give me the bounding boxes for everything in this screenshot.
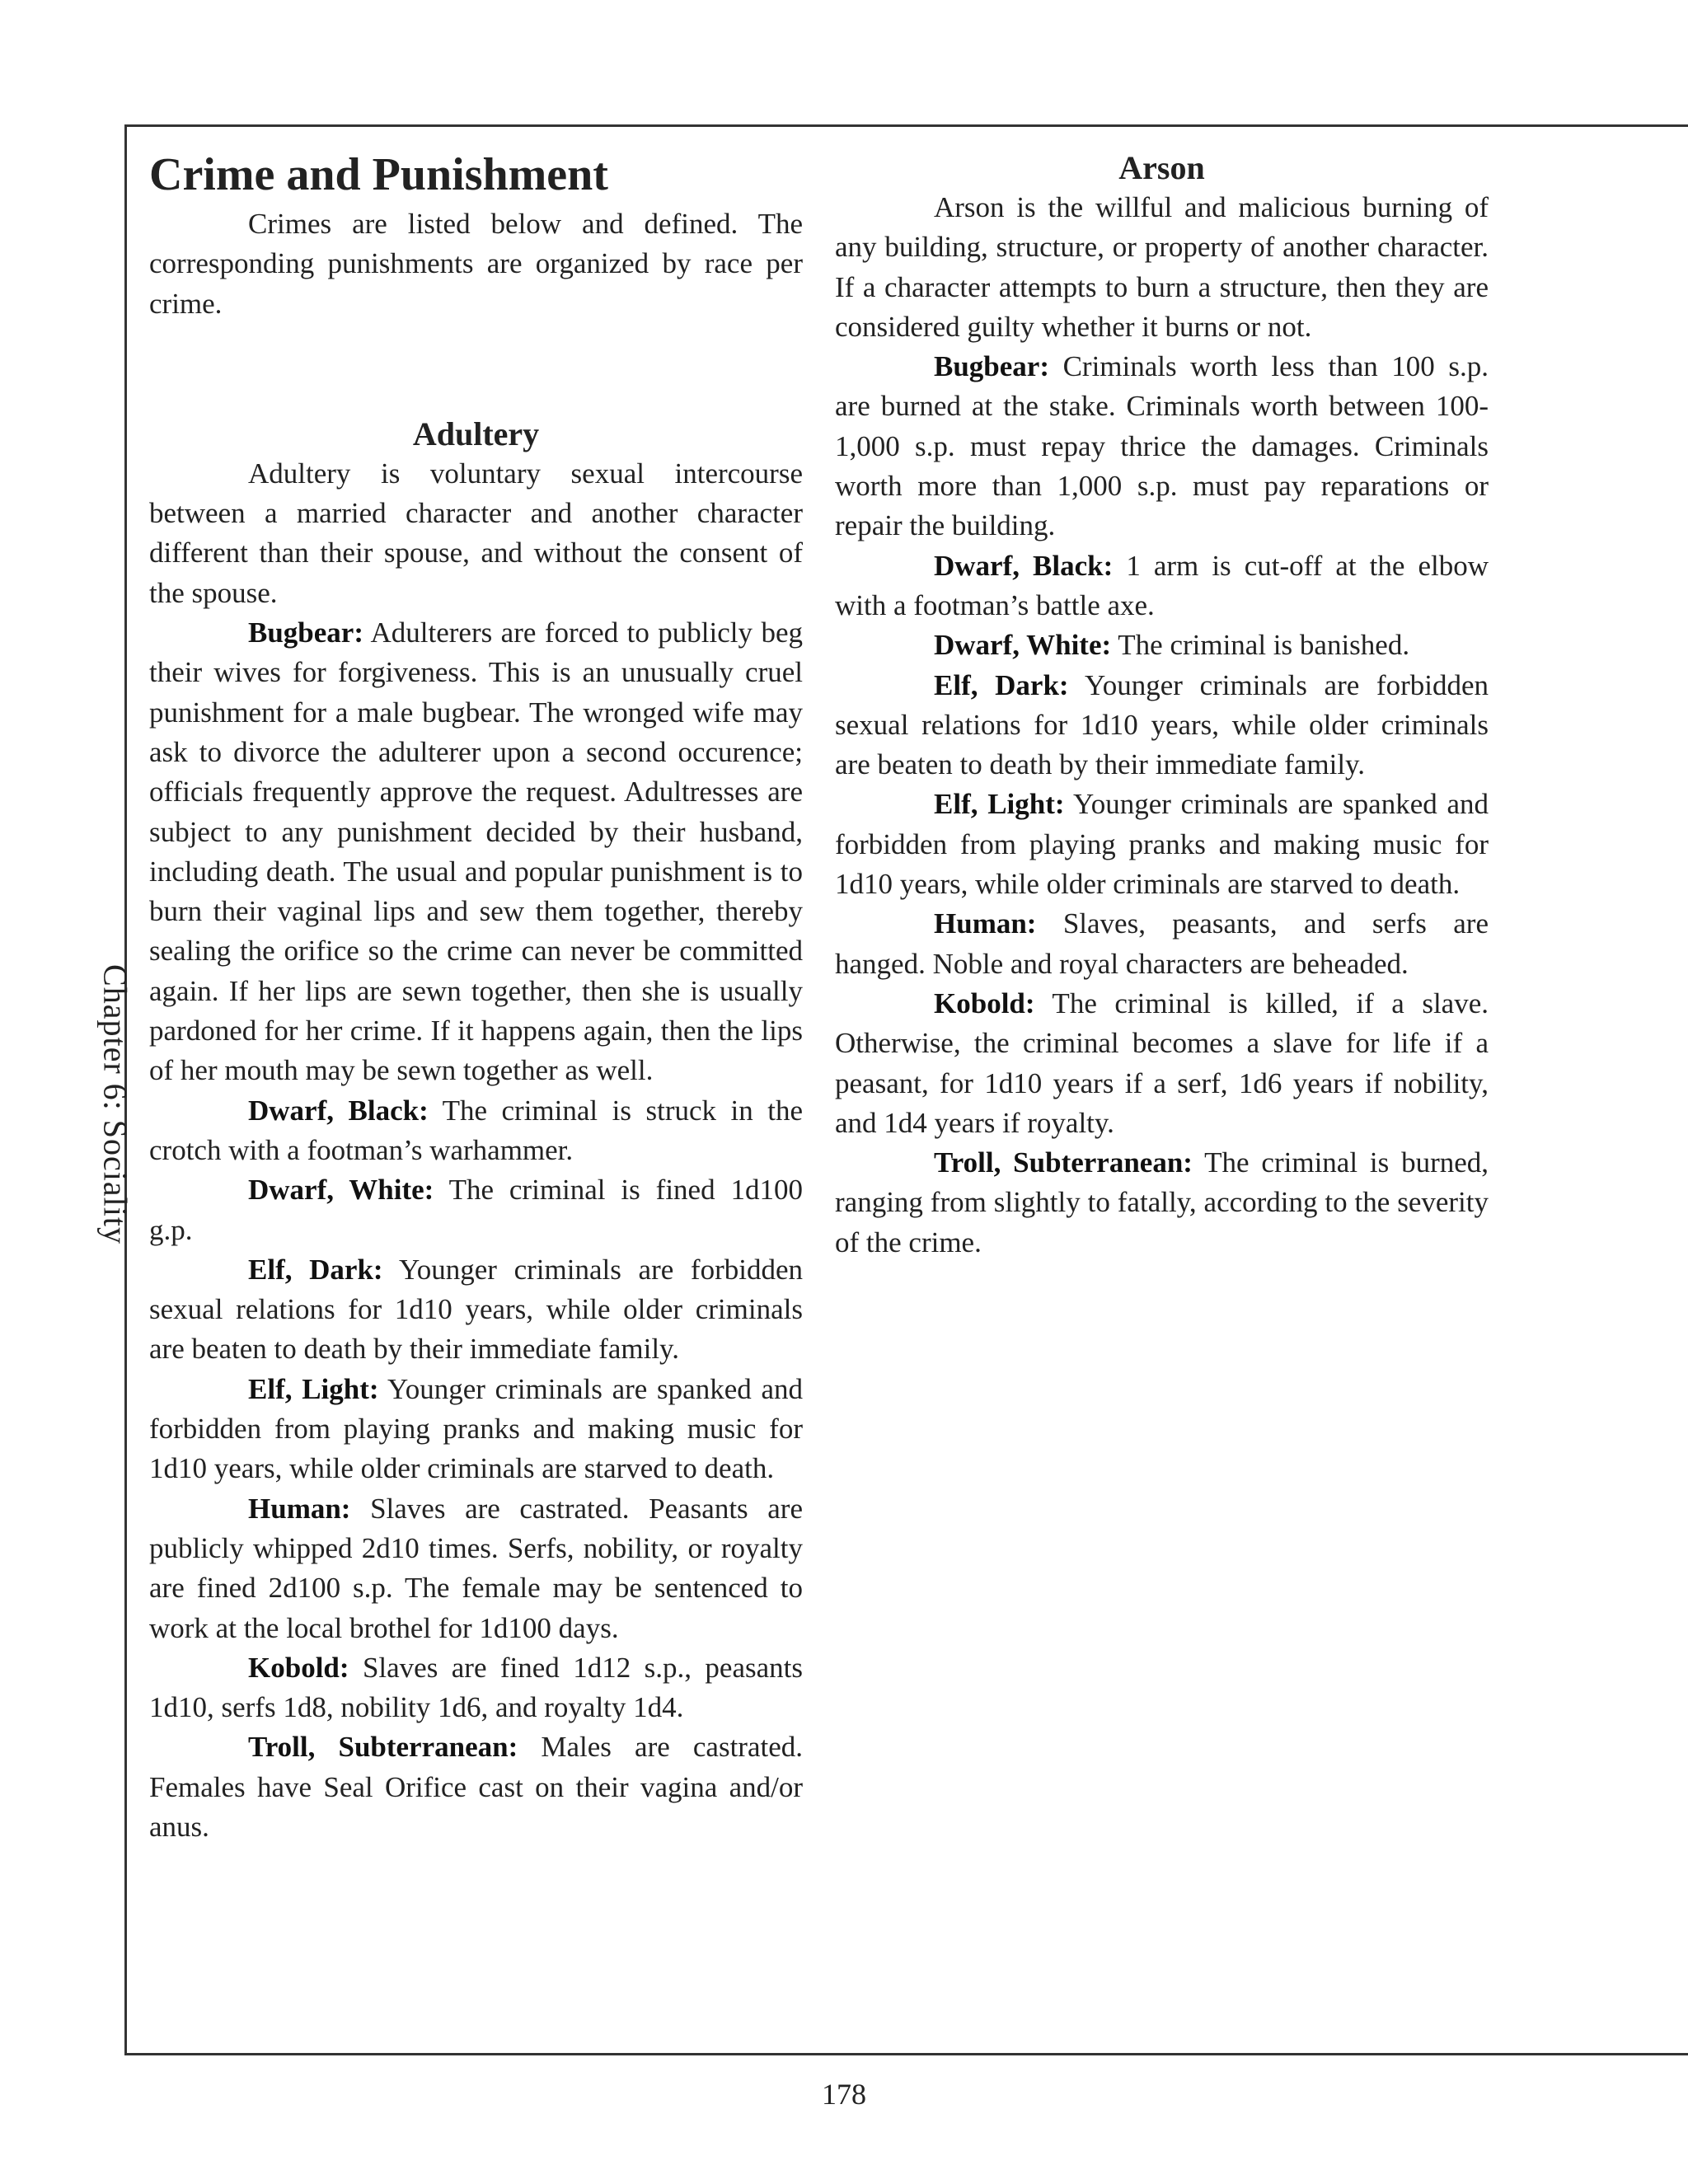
entry-text: Younger criminals are spanked and forbidden from playing pranks and making music for 1d10 years, while older criminals are starved to death. [835, 788, 1489, 901]
entry-text: Slaves, peasants, and serfs are hanged. Noble and royal characters are beheaded. [835, 907, 1489, 980]
entry-text: Younger criminals are forbidden sexual relations for 1d10 years, while older criminals are beaten to death by their immediate family. [835, 668, 1489, 781]
race-label: Elf, Light: [934, 788, 1065, 821]
adultery-entry [149, 1489, 803, 1648]
left-column [149, 148, 803, 1847]
arson-entry [835, 626, 1489, 665]
race-label: Human: [934, 907, 1037, 940]
arson-entry [835, 546, 1489, 626]
race-label: Dwarf, Black: [248, 1094, 429, 1127]
arson-entry [835, 347, 1489, 546]
race-label: Dwarf, Black: [934, 549, 1114, 582]
adultery-entry [149, 613, 803, 1091]
entry-text: Males are castrated. Females have Seal Orifice cast on their vagina and/or anus. [149, 1731, 803, 1843]
race-label: Bugbear: [248, 616, 363, 649]
adultery-entry [149, 1091, 803, 1171]
entry-text: Younger criminals are spanked and forbidden from playing pranks and making music for 1d10 years, while older criminals are starved to death. [149, 1372, 803, 1485]
arson-entry [835, 984, 1489, 1143]
arson-heading: Arson [1118, 149, 1205, 186]
entry-text: 1 arm is cut-off at the elbow with a footman’s battle axe. [835, 549, 1489, 621]
arson-entry [835, 785, 1489, 904]
arson-entry [835, 904, 1489, 984]
arson-intro: Arson is the willful and malicious burning of any building, structure, or property of another character. If a character attempts to burn a structure, then they are considered guilty whether it burns or not. [835, 191, 1489, 343]
adultery-entry [149, 1170, 803, 1250]
adultery-entry [149, 1727, 803, 1847]
adultery-entry [149, 1370, 803, 1489]
race-label: Elf, Dark: [248, 1253, 383, 1286]
page-title: Crime and Punishment [149, 149, 608, 200]
entry-text: The criminal is banished. [1111, 629, 1410, 662]
chapter-side-label-text: Chapter 6: Sociality [96, 964, 134, 1244]
race-label: Bugbear: [934, 350, 1049, 383]
race-label: Elf, Dark: [934, 668, 1069, 701]
adultery-intro: Adultery is voluntary sexual intercourse between a married character and another character different than their spouse, and without the consent of the spouse. [149, 457, 803, 609]
race-label: Human: [248, 1492, 351, 1525]
page-number: 178 [822, 2078, 866, 2111]
race-label: Troll, Subterranean: [934, 1146, 1193, 1179]
entry-text: Slaves are castrated. Peasants are publicly whipped 2d10 times. Serfs, nobility, or royalty are fined 2d100 s.p. The female may be sentenced to work at the local brothel for 1d100 days. [149, 1492, 803, 1644]
entry-text: The criminal is killed, if a slave. Otherwise, the criminal becomes a slave for life if a peasant, for 1d10 years if a serf, 1d6 years if nobility, and 1d4 years if royalty. [835, 987, 1489, 1139]
adultery-entry [149, 1250, 803, 1370]
entry-text: Slaves are fined 1d12 s.p., peasants 1d10, serfs 1d8, nobility 1d6, and royalty 1d4. [149, 1651, 803, 1724]
entry-text: Adulterers are forced to publicly beg their wives for forgiveness. This is an unusually cruel punishment for a male bugbear. The wronged wife may ask to divorce the adulterer upon a second occurence; officials frequently approve the request. Adultresses are subject to any punishment decided by their husband, including death. The usual and popular punishment is to burn their vaginal lips and sew them together, thereby sealing the orifice so the crime can never be committed again. If her lips are sewn together, then she is usually pardoned for her crime. If it happens again, then the lips of her mouth may be sewn together as well. [149, 616, 803, 1087]
entry-text: The criminal is fined 1d100 g.p. [149, 1174, 803, 1246]
entry-text: Criminals worth less than 100 s.p. are burned at the stake. Criminals worth between 100-1,000 s.p. must repay thrice the damages. Criminals worth more than 1,000 s.p. must pay reparations or repair the building. [835, 350, 1489, 542]
race-label: Troll, Subterranean: [248, 1731, 518, 1764]
race-label: Dwarf, White: [248, 1174, 434, 1207]
race-label: Kobold: [934, 987, 1035, 1019]
right-column [835, 148, 1489, 1263]
entry-text: Younger criminals are forbidden sexual relations for 1d10 years, while older criminals are beaten to death by their immediate family. [149, 1253, 804, 1366]
intro-paragraph: Crimes are listed below and defined. The corresponding punishments are organized by race per crime. [149, 208, 803, 320]
race-label: Elf, Light: [248, 1372, 379, 1405]
arson-entry [835, 666, 1489, 785]
adultery-entry [149, 1648, 803, 1728]
entry-text: The criminal is struck in the crotch with a footman’s warhammer. [149, 1094, 803, 1166]
race-label: Dwarf, White: [934, 629, 1112, 662]
adultery-heading: Adultery [412, 415, 540, 452]
arson-entry [835, 1143, 1489, 1263]
entry-text: The criminal is burned, ranging from slightly to fatally, according to the severity of the crime. [835, 1146, 1489, 1258]
race-label: Kobold: [248, 1651, 349, 1684]
